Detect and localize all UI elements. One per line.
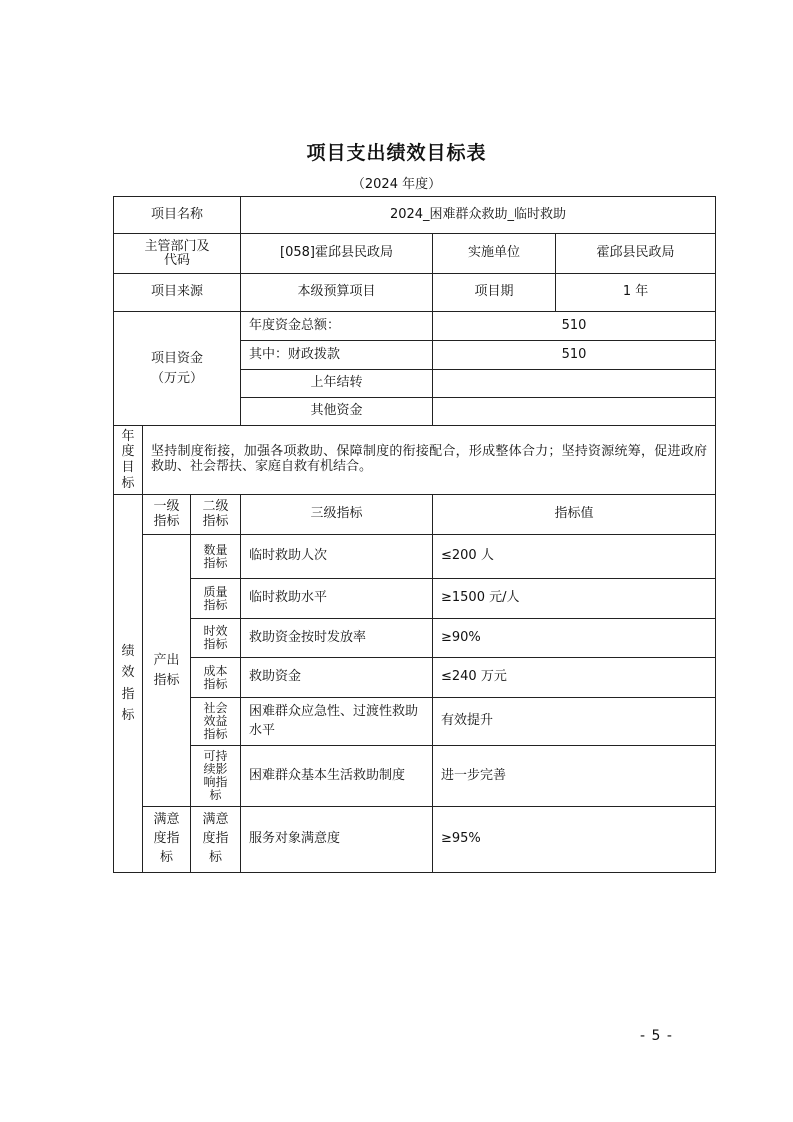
- table-row: [114, 658, 716, 698]
- value-cell: ≥90%: [433, 619, 716, 658]
- funds-other-label: 其他资金: [241, 398, 433, 426]
- level3-cell: 临时救助人次: [241, 535, 433, 579]
- dept-label-text: 主管部门及代码: [144, 238, 210, 268]
- funds-carryover-label: 上年结转: [241, 370, 433, 398]
- indicators-label-text: 绩效指标: [121, 643, 135, 723]
- level2-cell: [191, 807, 241, 873]
- level1-output-text: 产出指标: [153, 653, 180, 688]
- level2-text: 可持续影响指标: [203, 749, 228, 802]
- impl-value: 霍邱县民政局: [556, 234, 716, 274]
- level2-text: 满意度指标: [202, 812, 229, 865]
- funds-total-value: 510: [433, 312, 716, 341]
- level3-cell: 救助资金: [241, 658, 433, 698]
- page-number: - 5 -: [640, 1028, 673, 1044]
- table-row: [114, 698, 716, 746]
- project-name-value: 2024_困难群众救助_临时救助: [241, 197, 716, 234]
- performance-target-table: [113, 196, 716, 873]
- header-level2-text: 二级指标: [202, 499, 229, 529]
- table-row: [114, 495, 716, 535]
- level2-cell: [191, 746, 241, 807]
- goal-label-text: 年度目标: [121, 428, 135, 491]
- table-row: [114, 197, 716, 234]
- level1-satisfaction-text: 满意度指标: [153, 812, 180, 865]
- header-level1: [143, 495, 191, 535]
- table-row: [114, 426, 716, 495]
- value-cell: ≤200 人: [433, 535, 716, 579]
- table-row: [114, 807, 716, 873]
- period-value: 1 年: [556, 274, 716, 312]
- level2-text: 质量指标: [203, 584, 228, 612]
- header-level2: [191, 495, 241, 535]
- level2-cell: [191, 658, 241, 698]
- level1-output: [143, 535, 191, 807]
- level2-text: 社会效益指标: [203, 701, 228, 741]
- value-cell: ≥95%: [433, 807, 716, 873]
- funds-other-value: [433, 398, 716, 426]
- table-row: [114, 234, 716, 274]
- dept-value: [058]霍邱县民政局: [241, 234, 433, 274]
- funds-label: [114, 312, 241, 426]
- dept-label: [114, 234, 241, 274]
- level3-cell: 救助资金按时发放率: [241, 619, 433, 658]
- level3-cell: 临时救助水平: [241, 579, 433, 619]
- table-row: [114, 619, 716, 658]
- value-cell: 有效提升: [433, 698, 716, 746]
- source-value: 本级预算项目: [241, 274, 433, 312]
- funds-fiscal-value: 510: [433, 341, 716, 370]
- value-cell: 进一步完善: [433, 746, 716, 807]
- level2-cell: [191, 579, 241, 619]
- level2-text: 成本指标: [203, 663, 228, 691]
- value-cell: ≤240 万元: [433, 658, 716, 698]
- table-row: [114, 312, 716, 341]
- level2-text: 数量指标: [203, 542, 228, 570]
- goal-label: [114, 426, 143, 495]
- level3-cell: 困难群众基本生活救助制度: [241, 746, 433, 807]
- level1-satisfaction: [143, 807, 191, 873]
- table-row: [114, 746, 716, 807]
- page-title: 项目支出绩效目标表: [306, 142, 487, 164]
- level2-cell: [191, 698, 241, 746]
- funds-fiscal-label: 其中：财政拨款: [241, 341, 433, 370]
- level3-text: 困难群众应急性、过渡性救助水平: [249, 703, 419, 738]
- header-level1-text: 一级指标: [153, 499, 180, 529]
- project-name-label: 项目名称: [114, 197, 241, 234]
- level3-cell: 服务对象满意度: [241, 807, 433, 873]
- indicators-label: [114, 495, 143, 873]
- table-row: [114, 274, 716, 312]
- funds-total-label: 年度资金总额：: [241, 312, 433, 341]
- level2-text: 时效指标: [203, 624, 228, 651]
- funds-label-text: 项目资金（万元）: [150, 351, 203, 386]
- table-row: [114, 579, 716, 619]
- goal-text: 坚持制度衔接，加强各项救助、保障制度的衔接配合，形成整体合力；坚持资源统筹，促进政府救助、社会帮扶、家庭自救有机结合。: [143, 426, 716, 495]
- level3-cell: [241, 698, 433, 746]
- value-cell: ≥1500 元/人: [433, 579, 716, 619]
- period-label: 项目期: [433, 274, 556, 312]
- table-row: [114, 535, 716, 579]
- source-label: 项目来源: [114, 274, 241, 312]
- header-level3: 三级指标: [241, 495, 433, 535]
- page-subtitle: （2024 年度）: [351, 177, 442, 192]
- level2-cell: [191, 619, 241, 658]
- impl-label: 实施单位: [433, 234, 556, 274]
- header-value: 指标值: [433, 495, 716, 535]
- level2-cell: [191, 535, 241, 579]
- funds-carryover-value: [433, 370, 716, 398]
